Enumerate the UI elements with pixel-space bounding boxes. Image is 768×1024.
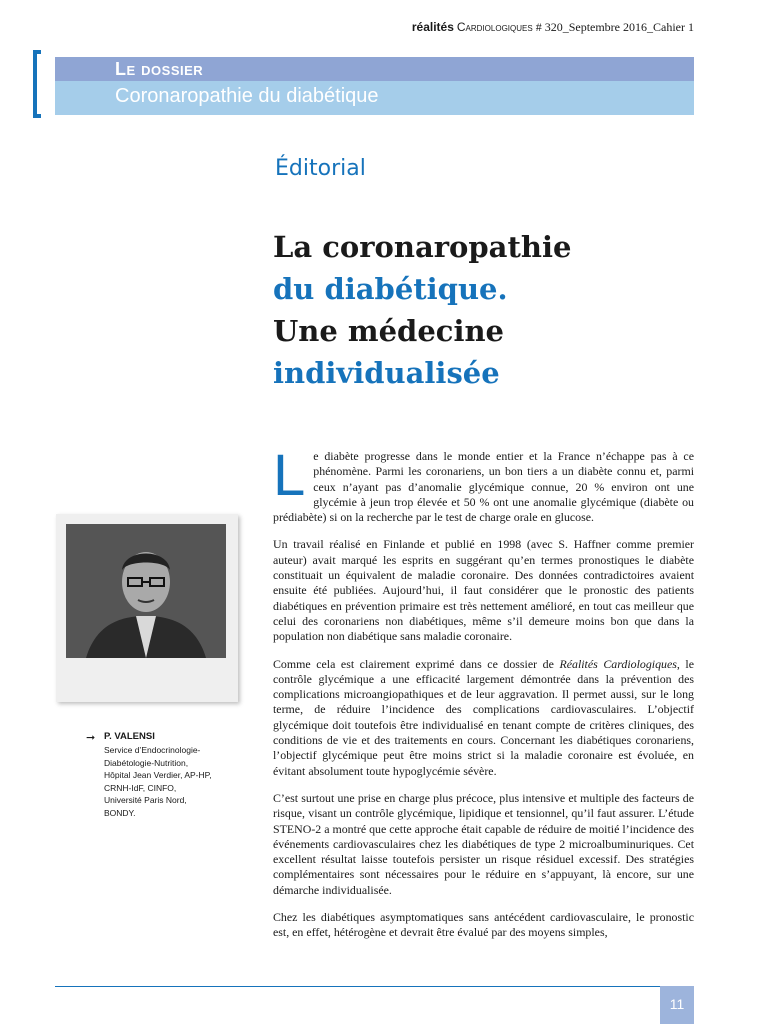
journal-citation: Réalités Cardiologiques	[559, 656, 677, 671]
title-line-4: individualisée	[273, 356, 500, 390]
paragraph-5: Chez les diabétiques asymptomatiques sans antécédent cardiovasculaire, le pronostic est, en effet, hétérogène et devrait être évalué par des moyens simples,	[273, 910, 694, 940]
author-photo	[66, 524, 226, 658]
footer-rule	[55, 986, 660, 987]
section-label: Éditorial	[275, 156, 366, 181]
paragraph-2: Un travail réalisé en Finlande et publié en 1998 (avec S. Haffner comme premier auteur) avait marqué les esprits en suggérant qu’en termes pronostiques le diabète constituait un équivalent de maladie coronaire. Des données contradictoires avaient ensuite été publiées. Aujourd’hui, il faut considérer que le pronostic des patients diabétiques en prévention primaire est très nettement amélioré, en tout cas meilleur que celui des coronariens non diabétiques, même s’il demeure moins bon que dans la population non diabétique sans maladie coronaire.	[273, 537, 694, 644]
title-line-2: du diabétique.	[273, 272, 508, 306]
affiliation-line: Diabétologie-Nutrition,	[104, 757, 189, 768]
paragraph-3	[273, 657, 694, 779]
journal-name: Cardiologiques	[456, 20, 533, 34]
paragraph-1-text: e diabète progresse dans le monde entier et la France n’échappe pas à ce phénomène. Parmi les coronariens, un bon tiers a un diabète connu et, parmi ceux n’ayant pas d’anomalie glycémique connue, 20 % environ ont une glycémie à jeun trop élevée et 50 % ont une anomalie glycémique (diabète ou prédiabète) si on la recherche par le test de charge orale en glucose.	[273, 449, 694, 525]
author-affiliation	[104, 744, 244, 819]
affiliation-line: BONDY.	[104, 807, 136, 818]
article-title	[273, 226, 571, 394]
paragraph-4: C’est surtout une prise en charge plus précoce, plus intensive et multiple des facteurs de risque, visant un contrôle glycémique, lipidique et tensionnel, qu’il faut assurer. L’étude STENO-2 a montré que cette approche était capable de réduire de moitié l’incidence des événements cardiovasculaires chez les diabétiques de type 2 microalbuminuriques. Cet excellent résultat laisse toutefois persister un risque résiduel excessif. Des stratégies complémentaires sont nécessaires pour le réduire en s’appuyant, là encore, sur une démarche individualisée.	[273, 790, 694, 897]
running-header	[412, 20, 694, 35]
portrait-illustration	[66, 524, 226, 658]
page-number: 11	[660, 986, 694, 1024]
affiliation-line: Service d’Endocrinologie-	[104, 745, 201, 755]
title-line-3: Une médecine	[273, 314, 504, 348]
dossier-banner	[55, 57, 694, 115]
affiliation-line: CRNH-IdF, CINFO,	[104, 782, 177, 793]
article-body	[273, 443, 694, 953]
author-photo-frame	[56, 514, 238, 702]
dossier-subtitle: Coronaropathie du diabétique	[115, 85, 379, 107]
affiliation-line: Université Paris Nord,	[104, 795, 187, 805]
bracket-decoration	[33, 50, 41, 118]
journal-brand: réalités	[411, 20, 454, 34]
dossier-label: Le dossier	[115, 59, 204, 79]
issue-info: # 320_Septembre 2016_Cahier 1	[532, 20, 694, 34]
paragraph-3-start: Comme cela est clairement exprimé dans ce dossier de	[273, 656, 560, 671]
paragraph-3-end: , le contrôle glycémique a une efficacité largement démontrée dans la prévention des complications microangiopathiques et de leur aggravation. Il permet aussi, sur le long terme, de réduire l’incidence des complications cardiovasculaires. L’objectif glycémique doit toutefois être individualisé en tenant compte de critères cliniques, des conditions de vie et des traitements en cours. Concernant les diabétiques coronariens, l’objectif glycémique peut être moins strict si la maladie coronaire est évoluée, en évitant absolument toute hypoglycémie sévère.	[273, 656, 694, 778]
drop-cap: L	[273, 443, 306, 508]
title-line-1: La coronaropathie	[273, 230, 572, 264]
affiliation-line: Hôpital Jean Verdier, AP-HP,	[104, 770, 212, 780]
author-name: P. VALENSI	[104, 731, 155, 742]
arrow-icon: ➞	[86, 731, 96, 744]
paragraph-1	[273, 443, 694, 525]
